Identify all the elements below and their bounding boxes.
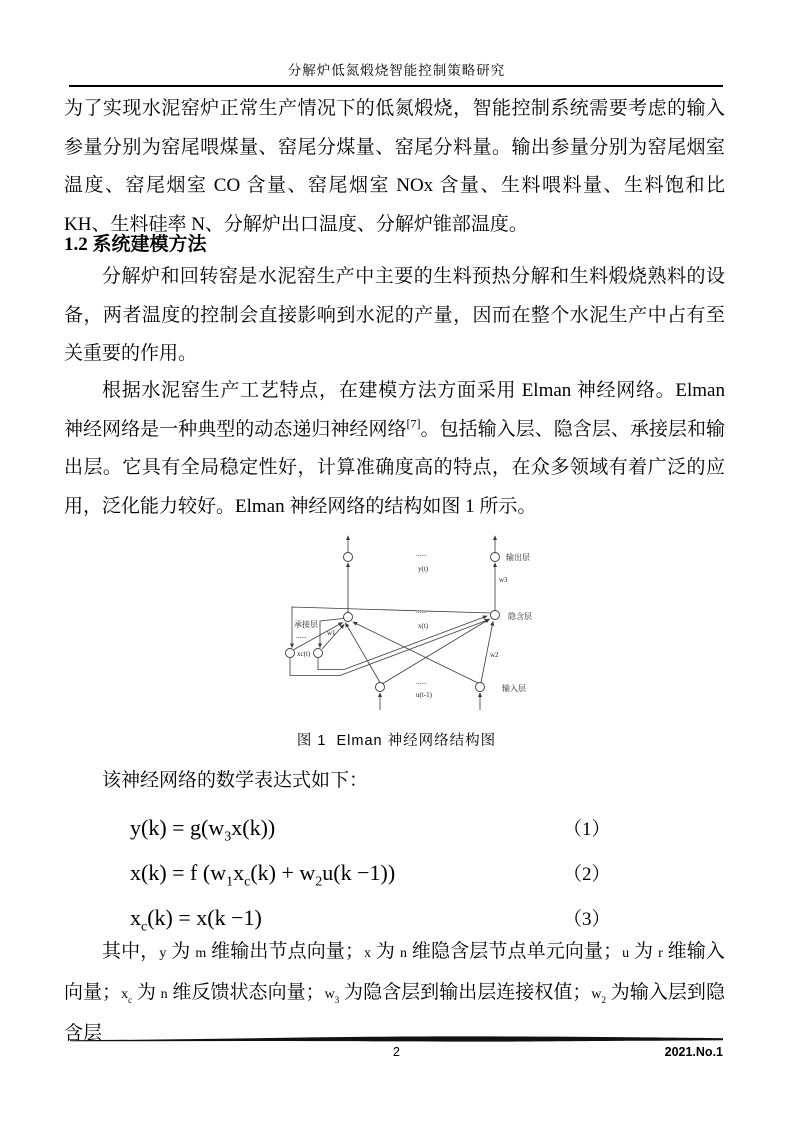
math-subscript: c <box>141 918 148 934</box>
math-variable: n <box>160 987 168 1002</box>
paragraph-variables: 其中，y 为 m 维输出节点向量；x 为 n 维隐含层节点单元向量；u 为 r 维输入向量；$x_c$ 为 n 维反馈状态向量；$w_3$ 为隐含层到输出层连接权值；$w_2$ 为输入层到隐含层 <box>64 941 725 1044</box>
paragraph-kiln-importance: 分解炉和回转窑是水泥窑生产中主要的生料预热分解和生料煅烧熟料的设备，两者温度的控制会直接影响到水泥的产量，因而在整个水泥生产中占有至关重要的作用。 <box>64 266 725 364</box>
math-variable: x <box>364 946 372 961</box>
input-node-right <box>476 683 485 692</box>
w1-label: w1 <box>327 629 336 637</box>
math-variable: w <box>324 987 335 1002</box>
x-t-label: x(t) <box>418 622 429 630</box>
equations-block <box>64 805 725 940</box>
equation-number: （3） <box>563 909 611 930</box>
output-layer-label: 输出层 <box>506 553 530 562</box>
hidden-node-left <box>344 613 353 622</box>
paragraph-io-parameters: 为了实现水泥窑炉正常生产情况下的低氮煅烧，智能控制系统需要考虑的输入参量分别为窑尾喂煤量、窑尾分煤量、窑尾分料量。输出参量分别为窑尾烟室温度、窑尾烟室 CO 含量、窑尾烟室 NOx 含量、生料喂料量、生料饱和比 KH、生料硅率 N、分解炉出口温度、分解炉锥部温度。 <box>64 98 725 235</box>
math-subscript: 2 <box>601 994 607 1005</box>
math-variable: x <box>121 987 129 1002</box>
output-node-right <box>491 553 500 562</box>
running-header-title: 分解炉低氮煅烧智能控制策略研究 <box>287 63 506 78</box>
context-node-left <box>286 649 295 658</box>
equation-expression: $x_c(k) = x(k -1)$ <box>130 904 262 934</box>
section-heading-1-2: 1.2 系统建模方法 <box>64 234 207 255</box>
equation-expression: $y(k) = g(w_3x(k))$ <box>130 814 276 844</box>
y-t-label: y(t) <box>418 565 429 573</box>
w2-label: w2 <box>490 651 499 659</box>
dots-output-label: ...... <box>416 550 427 558</box>
math-subscript: 1 <box>226 873 234 889</box>
header-rule <box>69 85 723 87</box>
equation-number: （2） <box>563 864 611 885</box>
paragraph-math-intro: 该神经网络的数学表达式如下： <box>102 770 369 791</box>
dots-input-label: ...... <box>416 678 427 686</box>
math-subscript: c <box>128 994 133 1005</box>
input-node-left <box>376 683 385 692</box>
math-variable: n <box>399 946 407 961</box>
math-subscript: 3 <box>334 994 340 1005</box>
u-t-1-label: u(t-1) <box>416 691 432 699</box>
equation-row <box>64 805 725 850</box>
footer-issue-label: 2021.No.1 <box>664 1045 723 1059</box>
math-variable: y <box>159 946 167 961</box>
output-node-left <box>344 553 353 562</box>
w3-label: w3 <box>499 576 508 584</box>
hidden-node-right <box>491 611 500 620</box>
context-node-right <box>314 649 323 658</box>
math-subscript: 2 <box>315 873 323 889</box>
equation-number: （1） <box>563 819 611 840</box>
math-variable: w <box>591 987 602 1002</box>
elman-network-diagram <box>278 532 533 720</box>
context-layer-label: 承接层 <box>294 620 318 629</box>
footer-tapered-rule <box>70 1035 723 1045</box>
footer-page-number: 2 <box>393 1045 400 1059</box>
math-subscript: c <box>244 873 251 889</box>
math-variable: m <box>195 946 207 961</box>
equation-row <box>64 850 725 895</box>
hidden-layer-label: 隐含层 <box>508 612 532 621</box>
xc-t-label: xc(t) <box>297 650 311 658</box>
paragraph-elman-text-2: 。包括输入层、隐含层、承接层和输出层。它具有全局稳定性好，计算准确度高的特点，在众多领域有着广泛的应用，泛化能力较好。Elman 神经网络的结构如图 1 所示。 <box>64 418 725 517</box>
figure-caption: 图 1 Elman 神经网络结构图 <box>296 733 497 749</box>
dots-context-label: ...... <box>296 632 307 640</box>
math-variable: u <box>622 946 630 961</box>
math-variable: r <box>658 946 663 961</box>
paragraph-elman-text-1: 根据水泥窑生产工艺特点，在建模方法方面采用 Elman 神经网络。Elman 神经网络是一种典型的动态递归神经网络 <box>64 380 725 440</box>
math-subscript: 3 <box>224 828 232 844</box>
citation-ref-7: [7] <box>406 416 421 431</box>
paragraph-elman-intro <box>64 372 725 526</box>
dots-hidden-label: ...... <box>416 607 427 615</box>
input-layer-label: 输入层 <box>502 684 526 693</box>
equation-expression: x(k) = f $(w_1x_c(k) + w_2u(k -1))$ <box>130 859 396 889</box>
